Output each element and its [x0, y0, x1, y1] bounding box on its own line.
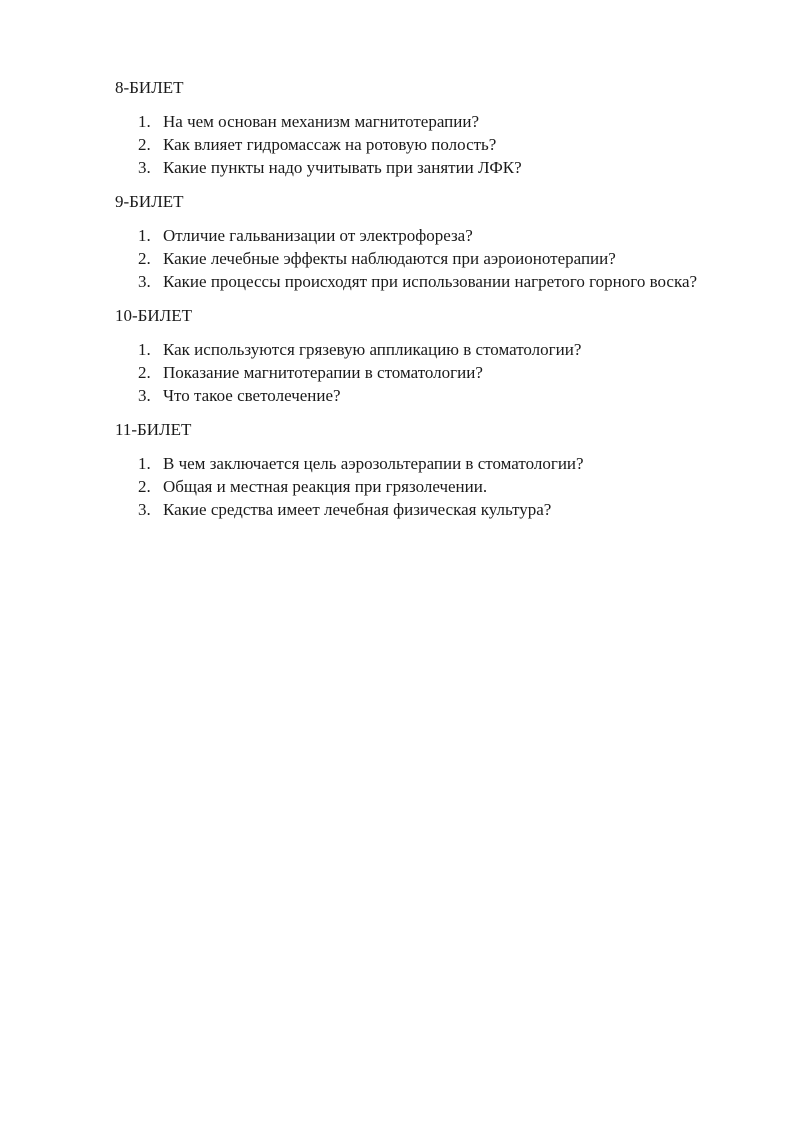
question-item	[115, 270, 715, 293]
question-number: 2.	[138, 363, 151, 382]
question-number: 2.	[138, 135, 151, 154]
ticket-10	[115, 304, 715, 407]
ticket-title: 11-БИЛЕТ	[115, 420, 192, 439]
question-number: 3.	[138, 500, 151, 519]
question-number: 1.	[138, 454, 151, 473]
question-number: 1.	[138, 340, 151, 359]
document-content	[115, 76, 715, 532]
question-text: На чем основан механизм магнитотерапии?	[163, 112, 479, 131]
ticket-title: 8-БИЛЕТ	[115, 78, 184, 97]
question-item	[115, 338, 715, 361]
question-item	[115, 384, 715, 407]
question-list	[115, 110, 715, 179]
question-number: 3.	[138, 386, 151, 405]
question-item	[115, 224, 715, 247]
ticket-8	[115, 76, 715, 179]
question-item	[115, 452, 715, 475]
question-number: 2.	[138, 477, 151, 496]
ticket-title: 10-БИЛЕТ	[115, 306, 192, 325]
question-number: 1.	[138, 226, 151, 245]
ticket-11	[115, 418, 715, 521]
question-text: Какие процессы происходят при использовании нагретого горного воска?	[163, 272, 698, 291]
question-text: Общая и местная реакция при грязолечении.	[163, 477, 488, 496]
question-text: Отличие гальванизации от электрофореза?	[163, 226, 473, 245]
question-list	[115, 452, 715, 521]
question-item	[115, 133, 715, 156]
question-text: Какие пункты надо учитывать при занятии ЛФК?	[163, 158, 522, 177]
question-item	[115, 361, 715, 384]
question-text: Что такое светолечение?	[163, 386, 341, 405]
question-number: 2.	[138, 249, 151, 268]
question-item	[115, 110, 715, 133]
question-text: В чем заключается цель аэрозольтерапии в стоматологии?	[163, 454, 584, 473]
question-text: Какие средства имеет лечебная физическая культура?	[163, 500, 552, 519]
question-text: Как используются грязевую аппликацию в стоматологии?	[163, 340, 582, 359]
question-number: 3.	[138, 272, 151, 291]
question-item	[115, 247, 715, 270]
question-text: Как влияет гидромассаж на ротовую полость?	[163, 135, 497, 154]
ticket-9	[115, 190, 715, 293]
question-item	[115, 498, 715, 521]
question-number: 1.	[138, 112, 151, 131]
question-text: Показание магнитотерапии в стоматологии?	[163, 363, 483, 382]
question-text: Какие лечебные эффекты наблюдаются при аэроионотерапии?	[163, 249, 616, 268]
question-list	[115, 338, 715, 407]
question-list	[115, 224, 715, 293]
question-item	[115, 475, 715, 498]
question-number: 3.	[138, 158, 151, 177]
question-item	[115, 156, 715, 179]
ticket-title: 9-БИЛЕТ	[115, 192, 184, 211]
